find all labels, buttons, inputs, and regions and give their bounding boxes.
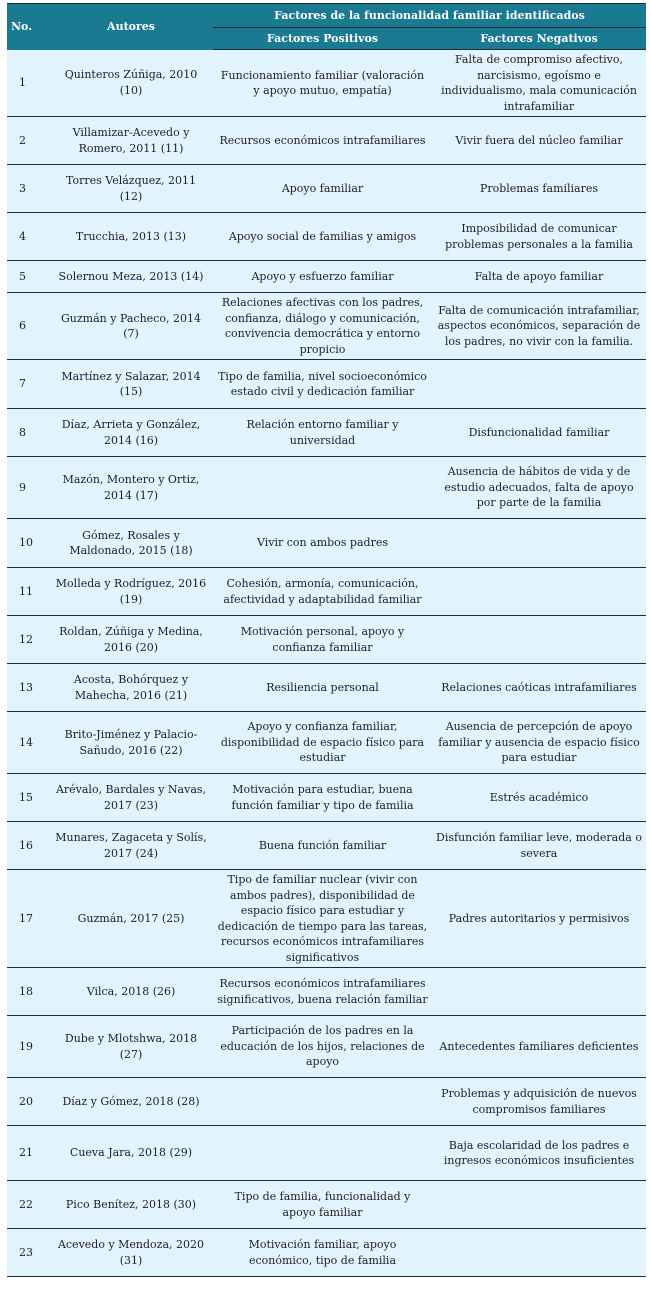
cell-negativos — [432, 360, 646, 409]
table-body — [7, 50, 646, 1277]
cell-no: 10 — [7, 519, 49, 568]
cell-negativos — [432, 568, 646, 616]
cell-positivos: Relaciones afectivas con los padres, confianza, diálogo y comunicación, convivencia democrática y entorno propicio — [213, 293, 432, 360]
table-row — [7, 568, 646, 616]
cell-positivos: Motivación personal, apoyo y confianza familiar — [213, 616, 432, 664]
table-row — [7, 457, 646, 519]
table-row — [7, 1078, 646, 1126]
cell-positivos: Apoyo familiar — [213, 165, 432, 213]
cell-positivos — [213, 1078, 432, 1126]
cell-negativos: Disfuncionalidad familiar — [432, 409, 646, 457]
cell-positivos: Tipo de familiar nuclear (vivir con ambos padres), disponibilidad de espacio físico para estudiar y dedicación de tiempo para las tareas, recursos económicos intrafamiliares significativos — [213, 870, 432, 968]
cell-autores: Díaz y Gómez, 2018 (28) — [49, 1078, 213, 1126]
cell-autores: Guzmán y Pacheco, 2014 (7) — [49, 293, 213, 360]
cell-positivos: Apoyo social de familias y amigos — [213, 213, 432, 261]
table-row — [7, 117, 646, 165]
table-row — [7, 712, 646, 774]
cell-no: 11 — [7, 568, 49, 616]
cell-positivos — [213, 1126, 432, 1181]
cell-autores: Acevedo y Mendoza, 2020 (31) — [49, 1229, 213, 1277]
cell-no: 6 — [7, 293, 49, 360]
table-row — [7, 1126, 646, 1181]
cell-positivos — [213, 457, 432, 519]
table-row — [7, 293, 646, 360]
factors-table — [7, 3, 646, 1277]
cell-positivos: Resiliencia personal — [213, 664, 432, 712]
cell-autores: Quinteros Zúñiga, 2010 (10) — [49, 50, 213, 117]
cell-positivos: Tipo de familia, funcionalidad y apoyo familiar — [213, 1181, 432, 1229]
cell-positivos: Tipo de familia, nivel socioeconómico estado civil y dedicación familiar — [213, 360, 432, 409]
cell-negativos: Falta de apoyo familiar — [432, 261, 646, 293]
cell-autores: Pico Benítez, 2018 (30) — [49, 1181, 213, 1229]
table-row — [7, 664, 646, 712]
cell-autores: Cueva Jara, 2018 (29) — [49, 1126, 213, 1181]
table-header — [7, 4, 646, 50]
table-row — [7, 213, 646, 261]
cell-autores: Solernou Meza, 2013 (14) — [49, 261, 213, 293]
cell-positivos: Apoyo y esfuerzo familiar — [213, 261, 432, 293]
cell-positivos: Vivir con ambos padres — [213, 519, 432, 568]
table-row — [7, 50, 646, 117]
header-autores: Autores — [49, 4, 213, 50]
cell-no: 5 — [7, 261, 49, 293]
cell-no: 12 — [7, 616, 49, 664]
cell-negativos — [432, 1229, 646, 1277]
cell-autores: Munares, Zagaceta y Solís, 2017 (24) — [49, 822, 213, 870]
table-row — [7, 261, 646, 293]
cell-autores: Dube y Mlotshwa, 2018 (27) — [49, 1016, 213, 1078]
cell-no: 23 — [7, 1229, 49, 1277]
cell-negativos — [432, 968, 646, 1016]
table-row — [7, 1181, 646, 1229]
cell-autores: Guzmán, 2017 (25) — [49, 870, 213, 968]
cell-positivos: Relación entorno familiar y universidad — [213, 409, 432, 457]
cell-negativos — [432, 519, 646, 568]
header-positivos: Factores Positivos — [213, 28, 432, 50]
cell-negativos: Problemas familiares — [432, 165, 646, 213]
cell-positivos: Buena función familiar — [213, 822, 432, 870]
cell-positivos: Funcionamiento familiar (valoración y apoyo mutuo, empatía) — [213, 50, 432, 117]
cell-negativos: Problemas y adquisición de nuevos compromisos familiares — [432, 1078, 646, 1126]
cell-positivos: Cohesión, armonía, comunicación, afectividad y adaptabilidad familiar — [213, 568, 432, 616]
cell-autores: Trucchia, 2013 (13) — [49, 213, 213, 261]
cell-autores: Torres Velázquez, 2011 (12) — [49, 165, 213, 213]
cell-positivos: Participación de los padres en la educación de los hijos, relaciones de apoyo — [213, 1016, 432, 1078]
cell-negativos: Ausencia de percepción de apoyo familiar y ausencia de espacio físico para estudiar — [432, 712, 646, 774]
cell-autores: Acosta, Bohórquez y Mahecha, 2016 (21) — [49, 664, 213, 712]
cell-autores: Gómez, Rosales y Maldonado, 2015 (18) — [49, 519, 213, 568]
cell-no: 3 — [7, 165, 49, 213]
cell-no: 2 — [7, 117, 49, 165]
table-row — [7, 616, 646, 664]
cell-no: 4 — [7, 213, 49, 261]
cell-negativos: Falta de comunicación intrafamiliar, aspectos económicos, separación de los padres, no vivir con la familia. — [432, 293, 646, 360]
cell-no: 7 — [7, 360, 49, 409]
cell-negativos: Imposibilidad de comunicar problemas personales a la familia — [432, 213, 646, 261]
cell-no: 1 — [7, 50, 49, 117]
cell-autores: Molleda y Rodríguez, 2016 (19) — [49, 568, 213, 616]
cell-no: 14 — [7, 712, 49, 774]
cell-positivos: Recursos económicos intrafamiliares significativos, buena relación familiar — [213, 968, 432, 1016]
cell-autores: Brito-Jiménez y Palacio-Sañudo, 2016 (22) — [49, 712, 213, 774]
cell-positivos: Recursos económicos intrafamiliares — [213, 117, 432, 165]
cell-positivos: Motivación familiar, apoyo económico, tipo de familia — [213, 1229, 432, 1277]
cell-negativos: Relaciones caóticas intrafamiliares — [432, 664, 646, 712]
cell-negativos: Padres autoritarios y permisivos — [432, 870, 646, 968]
table-row — [7, 1229, 646, 1277]
cell-negativos: Vivir fuera del núcleo familiar — [432, 117, 646, 165]
table-row — [7, 870, 646, 968]
table-row — [7, 519, 646, 568]
cell-autores: Vilca, 2018 (26) — [49, 968, 213, 1016]
cell-negativos: Disfunción familiar leve, moderada o severa — [432, 822, 646, 870]
cell-no: 9 — [7, 457, 49, 519]
cell-negativos: Ausencia de hábitos de vida y de estudio adecuados, falta de apoyo por parte de la familia — [432, 457, 646, 519]
header-factores-group: Factores de la funcionalidad familiar identificados — [213, 4, 646, 28]
cell-negativos: Baja escolaridad de los padres e ingresos económicos insuficientes — [432, 1126, 646, 1181]
cell-negativos — [432, 1181, 646, 1229]
table-row — [7, 1016, 646, 1078]
cell-negativos: Antecedentes familiares deficientes — [432, 1016, 646, 1078]
cell-no: 22 — [7, 1181, 49, 1229]
cell-autores: Mazón, Montero y Ortiz, 2014 (17) — [49, 457, 213, 519]
cell-no: 18 — [7, 968, 49, 1016]
cell-no: 17 — [7, 870, 49, 968]
cell-positivos: Motivación para estudiar, buena función familiar y tipo de familia — [213, 774, 432, 822]
cell-no: 20 — [7, 1078, 49, 1126]
cell-autores: Díaz, Arrieta y González, 2014 (16) — [49, 409, 213, 457]
table-row — [7, 822, 646, 870]
cell-negativos — [432, 616, 646, 664]
cell-no: 19 — [7, 1016, 49, 1078]
cell-no: 16 — [7, 822, 49, 870]
header-negativos: Factores Negativos — [432, 28, 646, 50]
cell-no: 8 — [7, 409, 49, 457]
cell-positivos: Apoyo y confianza familiar, disponibilidad de espacio físico para estudiar — [213, 712, 432, 774]
cell-autores: Martínez y Salazar, 2014 (15) — [49, 360, 213, 409]
cell-no: 21 — [7, 1126, 49, 1181]
table-row — [7, 360, 646, 409]
table-container — [7, 3, 646, 1277]
cell-no: 13 — [7, 664, 49, 712]
cell-negativos: Falta de compromiso afectivo, narcisismo, egoísmo e individualismo, mala comunicación intrafamiliar — [432, 50, 646, 117]
header-no: No. — [7, 4, 49, 50]
table-row — [7, 774, 646, 822]
cell-no: 15 — [7, 774, 49, 822]
cell-autores: Villamizar-Acevedo y Romero, 2011 (11) — [49, 117, 213, 165]
cell-negativos: Estrés académico — [432, 774, 646, 822]
cell-autores: Roldan, Zúñiga y Medina, 2016 (20) — [49, 616, 213, 664]
table-row — [7, 968, 646, 1016]
cell-autores: Arévalo, Bardales y Navas, 2017 (23) — [49, 774, 213, 822]
table-row — [7, 165, 646, 213]
table-row — [7, 409, 646, 457]
